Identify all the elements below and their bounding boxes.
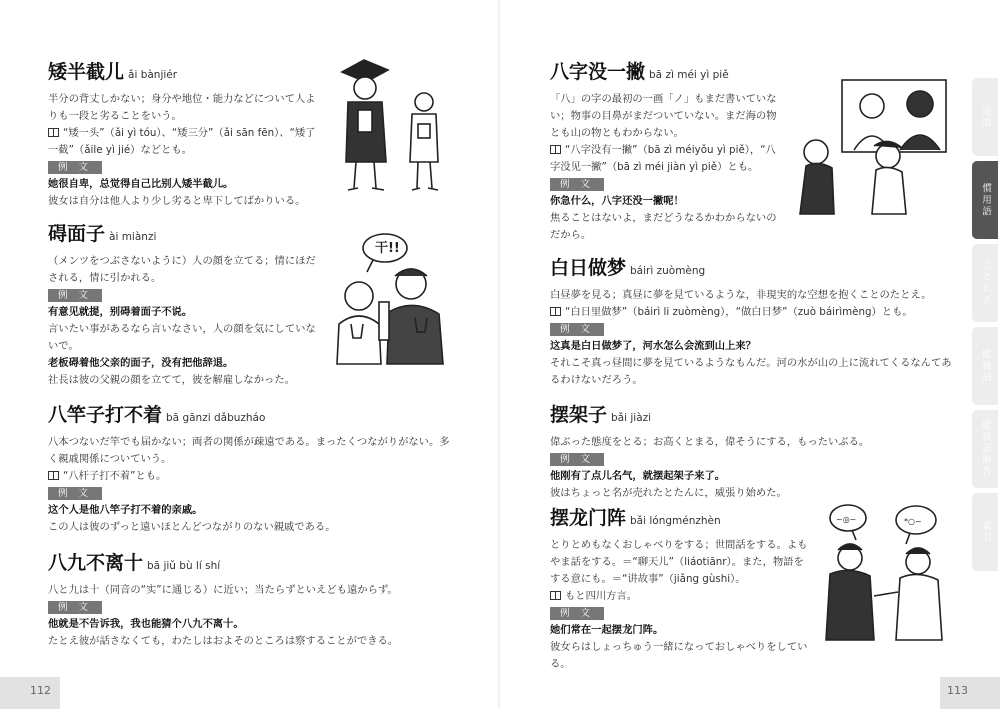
example-chinese: 你急什么，八字还没一撇呢！ — [550, 195, 684, 207]
tab-kotowaza[interactable]: ことわざ — [972, 244, 998, 322]
headword: 摆龙门阵 bǎi lóngménzhèn — [550, 507, 721, 529]
entry-ba-ganzi — [48, 403, 453, 536]
entry-bai-jiazi — [550, 403, 955, 502]
pinyin: bā zì méi yì piě — [649, 69, 729, 81]
definition: 偉ぶった態度をとる；お高くとまる，偉そうにする，もったいぶる。 — [550, 436, 870, 448]
example-label: 例 文 — [550, 178, 604, 191]
example-label: 例 文 — [48, 487, 102, 500]
example-label: 例 文 — [48, 601, 102, 614]
example-chinese: 这个人是他八竿子打不着的亲戚。 — [48, 504, 203, 516]
example-label: 例 文 — [550, 453, 604, 466]
example-japanese: たとえ彼が話さなくても，わたしはおよそのところは察することができる。 — [48, 635, 399, 647]
reference-note: “八字没有一撇”（bā zì méiyǒu yì piě），“八字没见一撇”（bā zì méi jiàn yì piě）とも。 — [550, 144, 776, 173]
example-chinese: 这真是白日做梦了，河水怎么会流到山上来？ — [550, 340, 756, 352]
example-japanese: 言いたい事があるなら言いなさい，人の顔を気にしていないで。 — [48, 323, 316, 352]
tab-index[interactable]: 索引 — [972, 493, 998, 571]
entry-bairi-zuomeng — [550, 256, 955, 389]
pinyin: ài miànzi — [109, 231, 157, 243]
speech-bubble-glyphs-2: *○~ — [904, 517, 922, 526]
entry-ba-jiu-bu-li-shi — [48, 551, 453, 650]
entry-ai-banjier — [48, 60, 323, 210]
tab-guanyongyu[interactable]: 慣用語 — [972, 161, 998, 239]
reference-note: “白日里做梦”（báirì li zuòmèng），“做白日梦”（zuò báirìmèng）とも。 — [550, 304, 955, 321]
entry-ba-zi-mei-yi-pie — [550, 60, 780, 244]
definition: 八と九は十（同音の“实”に通じる）に近い；当たらずといえども遠からず。 — [48, 584, 398, 596]
headword: 八竿子打不着 bā gānzi dǎbuzháo — [48, 404, 266, 426]
chatting-women-illustration — [818, 500, 958, 650]
example-chinese: 他刚有了点儿名气，就摆起架子来了。 — [550, 470, 726, 482]
entry-bai-longmenzhen — [550, 506, 812, 673]
example-japanese: 焦ることはないよ，まだどうなるかわからないのだから。 — [550, 212, 777, 241]
page-number: 113 — [947, 684, 968, 697]
speech-bubble-glyphs: ~◎~ — [836, 515, 857, 524]
graduate-illustration — [332, 50, 452, 198]
headword: 八字没一撇 bā zì méi yì piě — [550, 61, 729, 83]
pinyin: ǎi bànjiér — [128, 69, 178, 81]
book-icon — [48, 128, 59, 137]
entry-ai-mianzi — [48, 222, 316, 389]
example-japanese: それこそ真っ昼間に夢を見ているようなもんだ。河の水が山の上に流れてくるなんてあるわけないだろう。 — [550, 357, 952, 386]
definition: とりとめもなくおしゃべりをする；世間話をする。よもやま話をする。＝“聊天儿”（liáotiānr）。また，物語をする意にも。＝“讲故事”（jiǎng gùshi）。 — [550, 539, 808, 585]
pinyin: bā jiǔ bù lí shí — [147, 560, 221, 572]
example-chinese: 她很自卑，总觉得自己比别人矮半截儿。 — [48, 178, 234, 190]
portrait-illustration — [792, 76, 952, 216]
side-tab-bar — [972, 78, 1000, 576]
book-icon — [550, 145, 561, 154]
pinyin: bǎi jiàzi — [611, 412, 652, 424]
example-label: 例 文 — [550, 607, 604, 620]
definition: 「八」の字の最初の一画「ノ」もまだ書いていない；物事の目鼻がまだついていない。まだ海の物とも山の物ともわからない。 — [550, 93, 777, 139]
headword: 摆架子 bǎi jiàzi — [550, 404, 652, 426]
example-label: 例 文 — [550, 323, 604, 336]
reference-note: “八杆子打不着”とも。 — [48, 468, 453, 485]
example-japanese: 彼女は自分は他人より少し劣ると卑下してばかりいる。 — [48, 195, 306, 207]
toast-illustration — [325, 228, 455, 368]
book-icon — [550, 591, 561, 600]
book-icon — [550, 307, 561, 316]
example-chinese: 有意见就提，别碍着面子不说。 — [48, 306, 193, 318]
reference-note: “矮一头”（ǎi yì tóu）、“矮三分”（ǎi sān fēn）、“矮了一截”（ǎile yì jié）などとも。 — [48, 127, 316, 156]
definition: （メンツをつぶさないように）人の顔を立てる；情にほだされる，情に引かれる。 — [48, 255, 316, 284]
definition: 八本つないだ竿でも届かない；両者の関係が疎遠である。まったくつながりがない。多く親戚関係についていう。 — [48, 436, 450, 465]
example-chinese: 他就是不告诉我，我也能猜个八九不离十。 — [48, 618, 244, 630]
page-number: 112 — [30, 684, 51, 697]
book-icon — [48, 471, 59, 480]
definition: 白昼夢を見る；真昼に夢を見ているような，非現実的な空想を抱くことのたとえ。 — [550, 289, 932, 301]
pinyin: bǎi lóngménzhèn — [630, 515, 721, 527]
definition: 半分の背丈しかない；身分や地位・能力などについて人よりも一段と劣ることをいう。 — [48, 93, 316, 122]
example-label: 例 文 — [48, 289, 102, 302]
example-chinese-2: 老板碍着他父亲的面子，没有把他辞退。 — [48, 357, 234, 369]
example-chinese: 她们常在一起摆龙门阵。 — [550, 624, 664, 636]
toast-bubble-text: 干!! — [375, 241, 400, 256]
example-japanese: 彼女らはしょっちゅう一緒になっておしゃべりをしている。 — [550, 641, 808, 670]
tab-chengyu[interactable]: 成語 — [972, 78, 998, 156]
pinyin: bā gānzi dǎbuzháo — [166, 412, 266, 424]
headword: 矮半截儿 ǎi bànjiér — [48, 61, 178, 83]
headword: 碍面子 ài miànzi — [48, 223, 157, 245]
example-label: 例 文 — [48, 161, 102, 174]
tab-xiehouyu[interactable]: 歇後語 — [972, 327, 998, 405]
tab-xiehouyu-answers[interactable]: 歇後語解答 — [972, 410, 998, 488]
right-page — [500, 0, 1000, 709]
headword: 白日做梦 báirì zuòmèng — [550, 257, 706, 279]
example-japanese-2: 社長は彼の父親の顔を立てて，彼を解雇しなかった。 — [48, 374, 295, 386]
headword: 八九不离十 bā jiǔ bù lí shí — [48, 552, 221, 574]
pinyin: báirì zuòmèng — [630, 265, 706, 277]
example-japanese: この人は彼のずっと遠いほとんどつながりのない親戚である。 — [48, 521, 336, 533]
example-japanese: 彼はちょっと名が売れたとたんに，威張り始めた。 — [550, 487, 787, 499]
reference-note: もと四川方言。 — [550, 588, 812, 605]
